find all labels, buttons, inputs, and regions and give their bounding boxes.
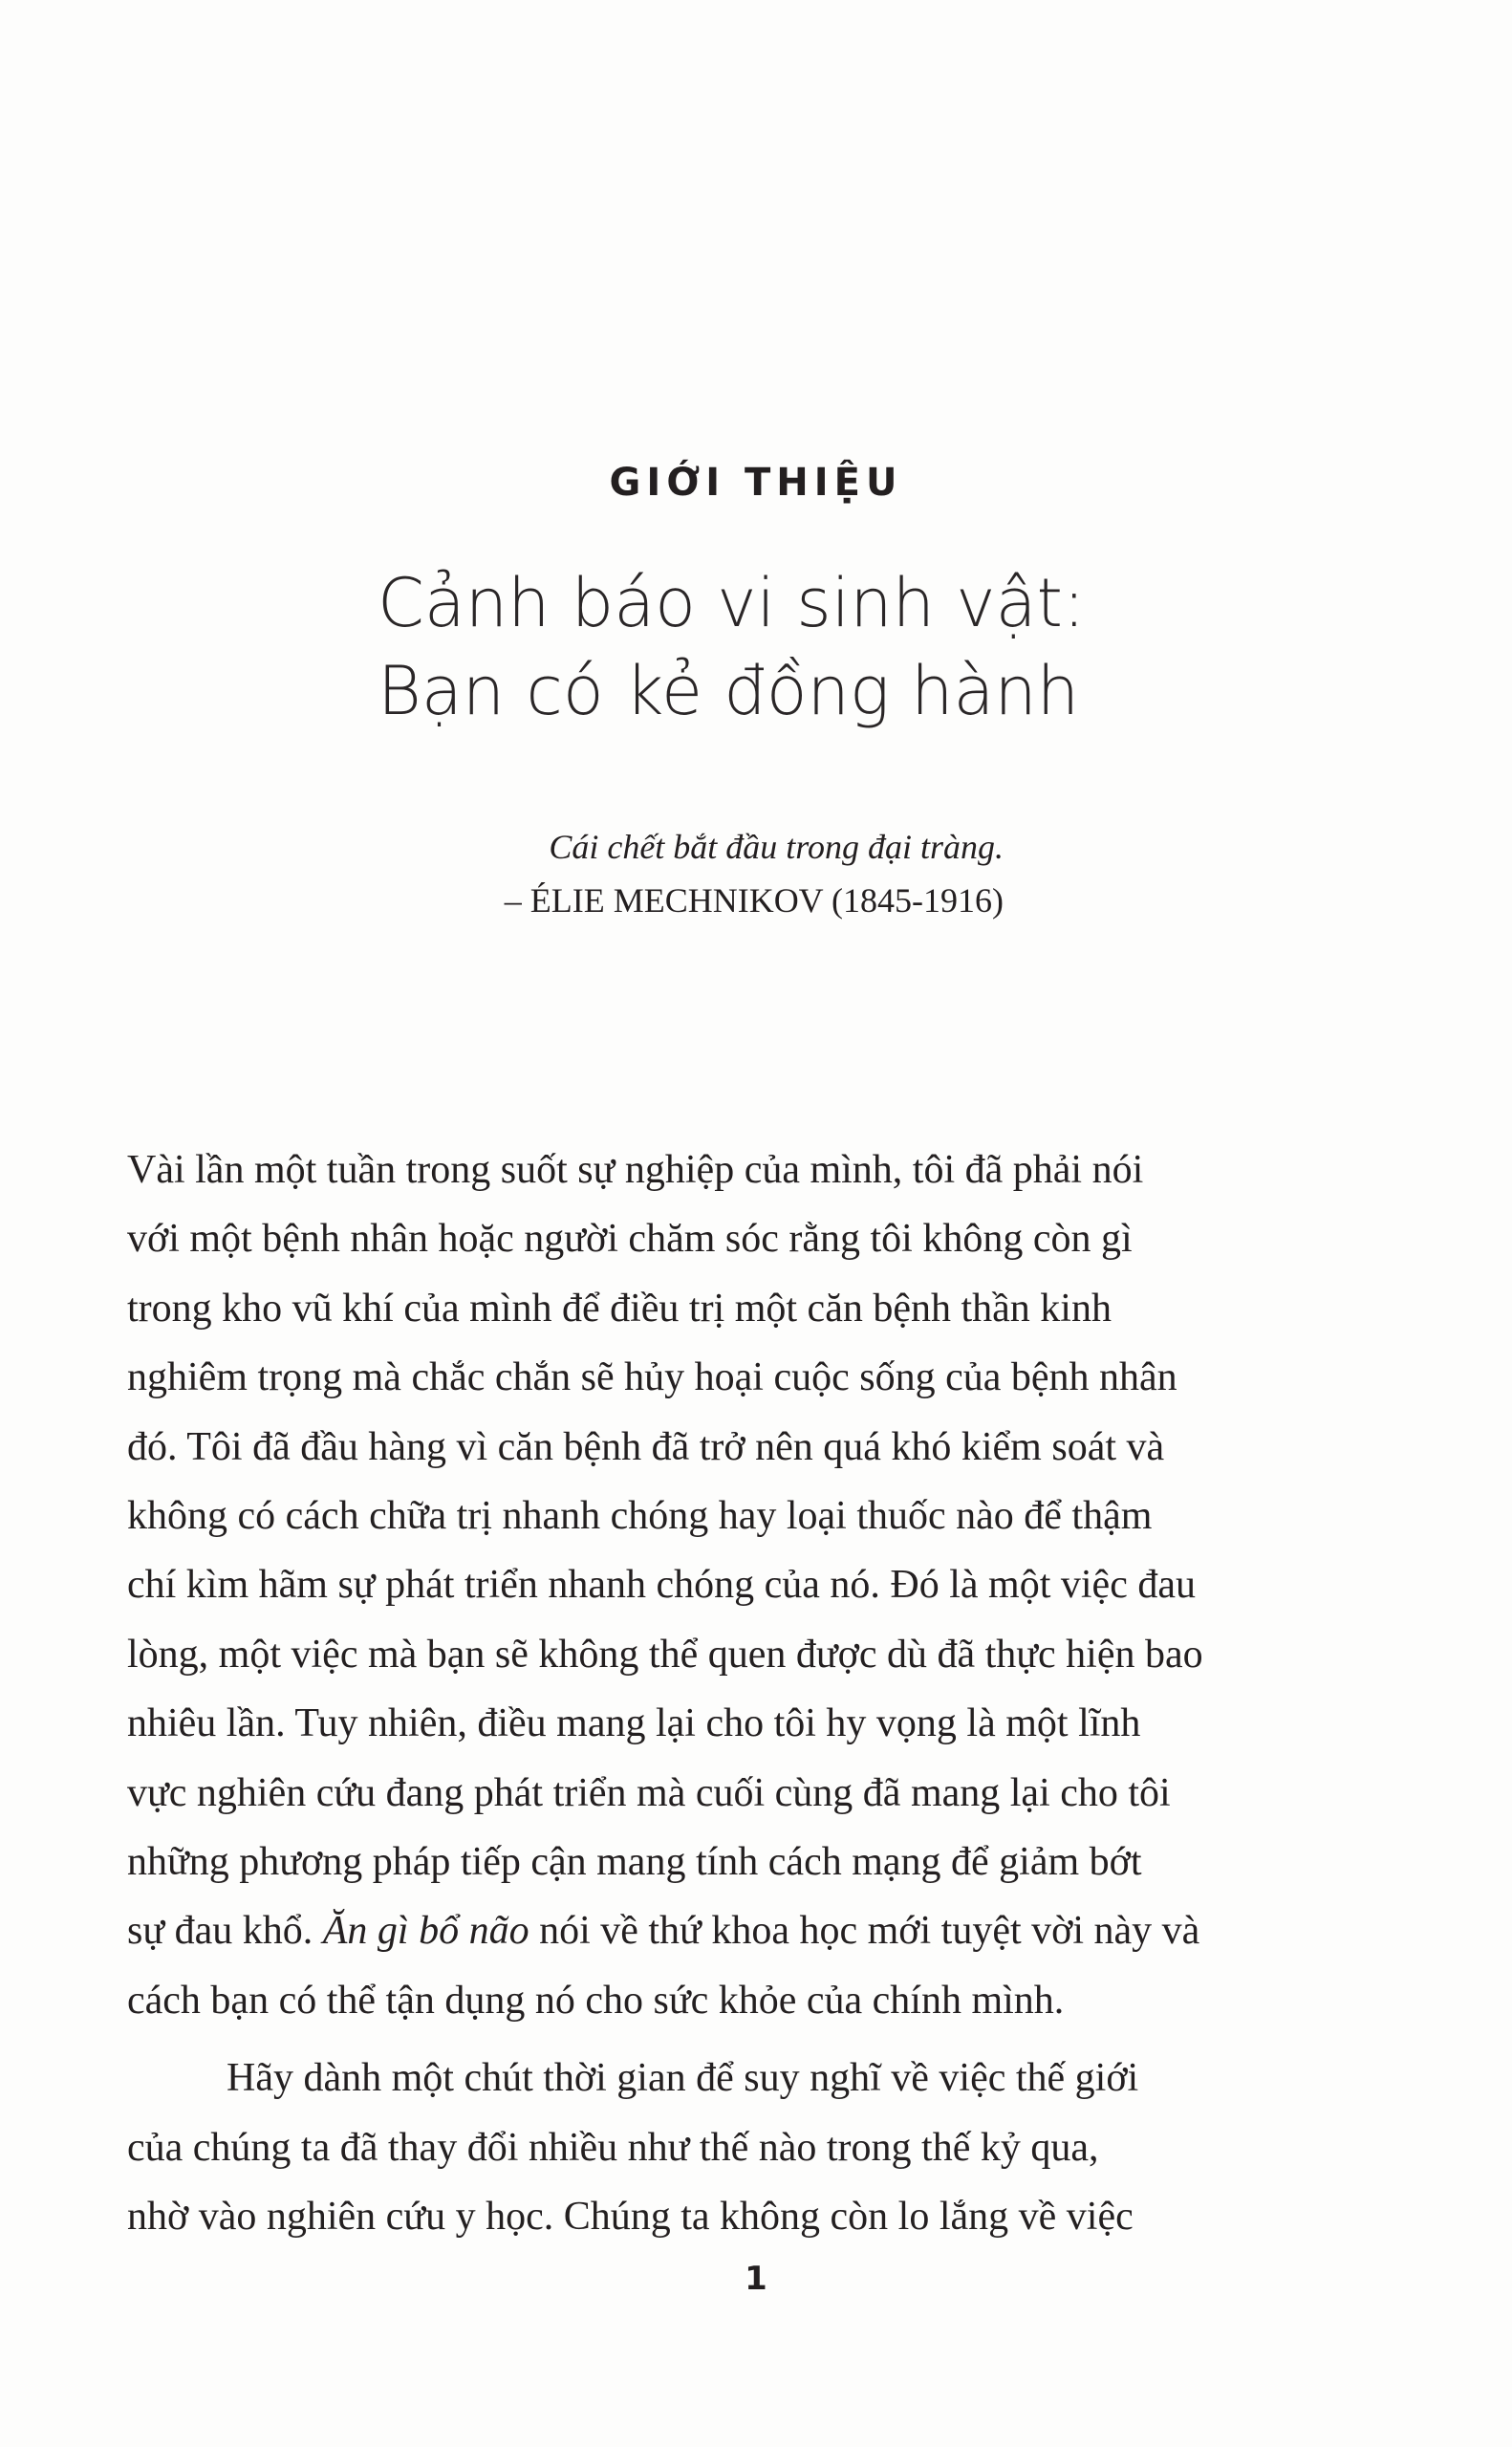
text-line: Vài lần một tuần trong suốt sự nghiệp của mình, tôi đã phải nói bbox=[127, 1148, 1144, 1192]
chapter-title-line: Cảnh báo vi sinh vật: bbox=[378, 564, 1086, 642]
text-segment: sự đau khổ. bbox=[127, 1909, 323, 1954]
text-line: nhờ vào nghiên cứu y học. Chúng ta không còn lo lắng về việc bbox=[127, 2195, 1134, 2240]
epigraph-quote: Cái chết bắt đầu trong đại tràng. bbox=[549, 828, 1004, 866]
book-title-italic: Ăn gì bổ não bbox=[322, 1909, 529, 1954]
text-line: cách bạn có thể tận dụng nó cho sức khỏe của chính mình. bbox=[127, 1978, 1065, 2023]
page-number: 1 bbox=[745, 2260, 767, 2298]
text-line bbox=[127, 1896, 1322, 1965]
text-line: những phương pháp tiếp cận mang tính cách mạng để giảm bớt bbox=[127, 1840, 1142, 1885]
paragraph bbox=[127, 2044, 1322, 2251]
text-line: nghiêm trọng mà chắc chắn sẽ hủy hoại cuộc sống của bệnh nhân bbox=[127, 1355, 1177, 1400]
text-line: vực nghiên cứu đang phát triển mà cuối cùng đã mang lại cho tôi bbox=[127, 1770, 1171, 1815]
epigraph-attribution: – ÉLIE MECHNIKOV (1845-1916) bbox=[504, 881, 1004, 920]
text-line: chí kìm hãm sự phát triển nhanh chóng của nó. Đó là một việc đau bbox=[127, 1563, 1196, 1608]
chapter-title bbox=[378, 559, 1429, 735]
text-segment: nói về thứ khoa học mới tuyệt vời này và bbox=[529, 1909, 1200, 1954]
text-line: lòng, một việc mà bạn sẽ không thể quen được dù đã thực hiện bao bbox=[127, 1632, 1203, 1677]
chapter-title-line: Bạn có kẻ đồng hành bbox=[378, 652, 1080, 730]
text-line: với một bệnh nhân hoặc người chăm sóc rằng tôi không còn gì bbox=[127, 1217, 1133, 1262]
text-line: đó. Tôi đã đầu hàng vì căn bệnh đã trở nên quá khó kiểm soát và bbox=[127, 1424, 1165, 1469]
chapter-label: GIỚI THIỆU bbox=[609, 461, 903, 505]
text-line: trong kho vũ khí của mình để điều trị một căn bệnh thần kinh bbox=[127, 1286, 1112, 1331]
text-line: nhiêu lần. Tuy nhiên, điều mang lại cho tôi hy vọng là một lĩnh bbox=[127, 1701, 1141, 1746]
epigraph bbox=[401, 820, 1004, 927]
text-line: không có cách chữa trị nhanh chóng hay loại thuốc nào để thậm bbox=[127, 1494, 1153, 1539]
paragraph bbox=[127, 1136, 1322, 2035]
body-text bbox=[127, 1136, 1322, 2252]
text-line: của chúng ta đã thay đổi nhiều như thế nào trong thế kỷ qua, bbox=[127, 2125, 1099, 2170]
text-line: Hãy dành một chút thời gian để suy nghĩ về việc thế giới bbox=[227, 2056, 1139, 2101]
